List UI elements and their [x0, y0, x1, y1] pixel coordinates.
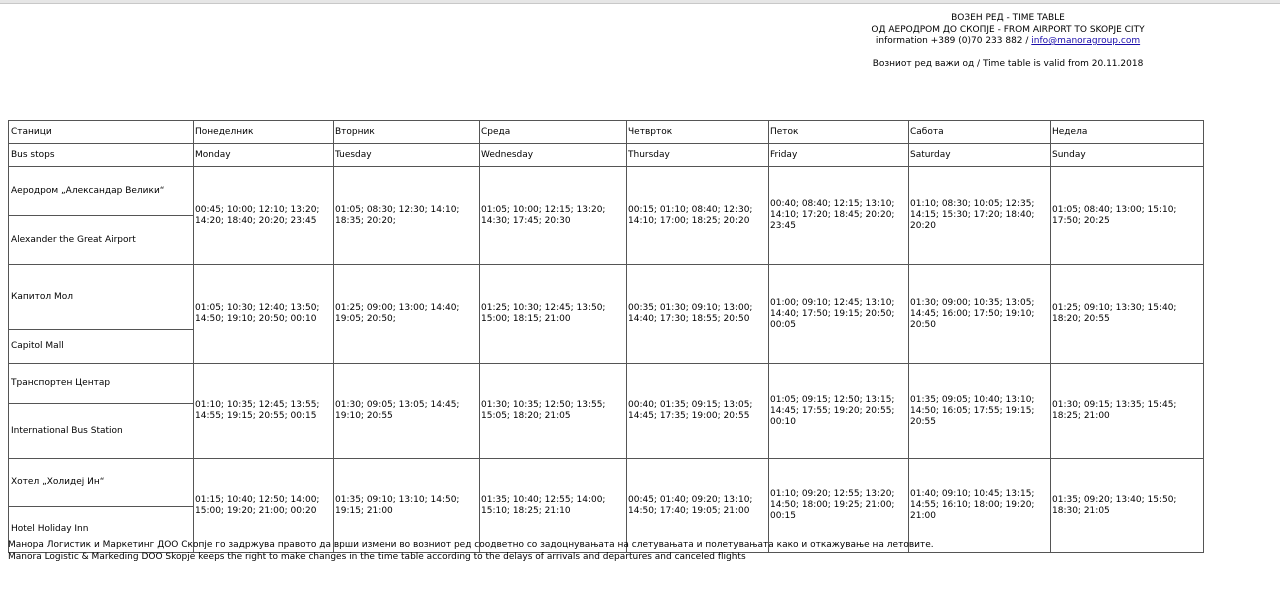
station-row [9, 167, 1204, 216]
departure-times-cell: 00:15; 01:10; 08:40; 12:30; 14:10; 17:00; 18:25; 20:20 [627, 167, 769, 265]
station-name-en: Hotel Holiday Inn [9, 507, 194, 553]
station-name-mk: Аеродром „Александар Велики“ [9, 167, 194, 216]
col-header-stops: Станици [9, 121, 194, 144]
departure-times-cell: 00:35; 01:30; 09:10; 13:00; 14:40; 17:30; 18:55; 20:50 [627, 265, 769, 364]
departure-times-cell: 01:05; 10:00; 12:15; 13:20; 14:30; 17:45; 20:30 [480, 167, 627, 265]
col-header-day: Четврток [627, 121, 769, 144]
col-header-day: Недела [1051, 121, 1204, 144]
station-name-mk: Транспортен Центар [9, 364, 194, 404]
header-row-mk [9, 121, 1204, 144]
departure-times-cell: 01:05; 09:15; 12:50; 13:15; 14:45; 17:55; 19:20; 20:55; 00:10 [769, 364, 909, 459]
departure-times-cell: 01:25; 10:30; 12:45; 13:50; 15:00; 18:15; 21:00 [480, 265, 627, 364]
departure-times-cell: 01:40; 09:10; 10:45; 13:15; 14:55; 16:10; 18:00; 19:20; 21:00 [909, 459, 1051, 553]
info-phone: information +389 (0)70 233 882 / [875, 36, 1032, 46]
departure-times-cell: 01:05; 08:40; 13:00; 15:10; 17:50; 20:25 [1051, 167, 1204, 265]
header-subtitle: ОД АЕРОДРОМ ДО СКОПЈЕ - FROM AIRPORT TO SKOPJE CITY [871, 24, 1145, 35]
departure-times-cell: 01:25; 09:10; 13:30; 15:40; 18:20; 20:55 [1051, 265, 1204, 364]
station-name-en: Alexander the Great Airport [9, 216, 194, 265]
header-row-en [9, 144, 1204, 167]
col-header-day: Петок [769, 121, 909, 144]
departure-times-cell: 00:40; 08:40; 12:15; 13:10; 14:10; 17:20; 18:45; 20:20; 23:45 [769, 167, 909, 265]
departure-times-cell: 01:10; 10:35; 12:45; 13:55; 14:55; 19:15; 20:55; 00:15 [194, 364, 334, 459]
departure-times-cell: 01:00; 09:10; 12:45; 13:10; 14:40; 17:50; 19:15; 20:50; 00:05 [769, 265, 909, 364]
col-header-day: Среда [480, 121, 627, 144]
departure-times-cell: 00:40; 01:35; 09:15; 13:05; 14:45; 17:35; 19:00; 20:55 [627, 364, 769, 459]
departure-times-cell: 01:35; 10:40; 12:55; 14:00; 15:10; 18:25; 21:10 [480, 459, 627, 553]
browser-top-border [0, 0, 1280, 4]
col-header-day: Thursday [627, 144, 769, 167]
header-title: ВОЗЕН РЕД - TIME TABLE [951, 13, 1065, 23]
departure-times-cell: 01:25; 09:00; 13:00; 14:40; 19:05; 20:50; [334, 265, 480, 364]
valid-from: Возниот ред важи од / Time table is valid from 20.11.2018 [872, 58, 1144, 69]
station-name-en: International Bus Station [9, 404, 194, 459]
email-link[interactable]: info@manoragroup.com [1031, 36, 1141, 46]
col-header-day: Tuesday [334, 144, 480, 167]
departure-times-cell: 01:30; 09:05; 13:05; 14:45; 19:10; 20:55 [334, 364, 480, 459]
col-header-day: Wednesday [480, 144, 627, 167]
col-header-day: Понеделник [194, 121, 334, 144]
footer-disclaimer [8, 540, 934, 563]
departure-times-cell: 01:10; 09:20; 12:55; 13:20; 14:50; 18:00; 19:25; 21:00; 00:15 [769, 459, 909, 553]
col-header-day: Сабота [909, 121, 1051, 144]
departure-times-cell: 01:05; 08:30; 12:30; 14:10; 18:35; 20:20; [334, 167, 480, 265]
col-header-day: Monday [194, 144, 334, 167]
disclaimer-en: Manora Logistic & Markeding DOO Skopje keeps the right to make changes in the time table according to the delays of arrivals and departures and canceled flights [8, 551, 746, 562]
timetable-header [740, 13, 1276, 70]
departure-times-cell: 01:30; 10:35; 12:50; 13:55; 15:05; 18:20; 21:05 [480, 364, 627, 459]
departure-times-cell: 01:10; 08:30; 10:05; 12:35; 14:15; 15:30; 17:20; 18:40; 20:20 [909, 167, 1051, 265]
station-name-mk: Хотел „Холидеј Ин“ [9, 459, 194, 507]
station-row [9, 364, 1204, 404]
col-header-day: Sunday [1051, 144, 1204, 167]
departure-times-cell: 01:35; 09:05; 10:40; 13:10; 14:50; 16:05; 17:55; 19:15; 20:55 [909, 364, 1051, 459]
departure-times-cell: 01:05; 10:30; 12:40; 13:50; 14:50; 19:10; 20:50; 00:10 [194, 265, 334, 364]
departure-times-cell: 01:35; 09:10; 13:10; 14:50; 19:15; 21:00 [334, 459, 480, 553]
station-row [9, 459, 1204, 507]
col-header-day: Вторник [334, 121, 480, 144]
departure-times-cell: 00:45; 10:00; 12:10; 13:20; 14:20; 18:40; 20:20; 23:45 [194, 167, 334, 265]
station-name-mk: Капитол Мол [9, 265, 194, 330]
col-header-day: Saturday [909, 144, 1051, 167]
departure-times-cell: 01:30; 09:15; 13:35; 15:45; 18:25; 21:00 [1051, 364, 1204, 459]
departure-times-cell: 01:30; 09:00; 10:35; 13:05; 14:45; 16:00; 17:50; 19:10; 20:50 [909, 265, 1051, 364]
departure-times-cell: 01:15; 10:40; 12:50; 14:00; 15:00; 19:20; 21:00; 00:20 [194, 459, 334, 553]
timetable [8, 120, 1204, 553]
col-header-stops: Bus stops [9, 144, 194, 167]
departure-times-cell: 01:35; 09:20; 13:40; 15:50; 18:30; 21:05 [1051, 459, 1204, 553]
col-header-day: Friday [769, 144, 909, 167]
header-info [740, 36, 1276, 48]
station-name-en: Capitol Mall [9, 330, 194, 364]
disclaimer-mk: Манора Логистик и Маркетинг ДОО Скопје го задржува правото да врши измени во возниот ред соодветно со задоцнувањата на слетувањата и полетувањата како и откажување на летовите. [8, 540, 934, 550]
station-row [9, 265, 1204, 330]
departure-times-cell: 00:45; 01:40; 09:20; 13:10; 14:50; 17:40; 19:05; 21:00 [627, 459, 769, 553]
